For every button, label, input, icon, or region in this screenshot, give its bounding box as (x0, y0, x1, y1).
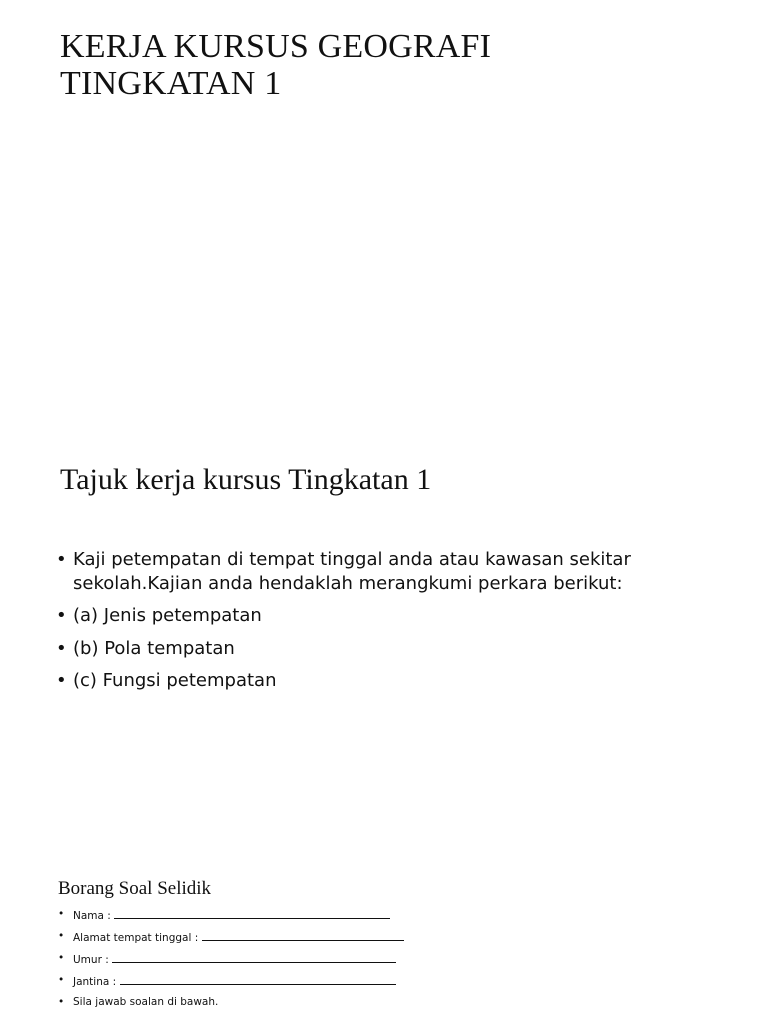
slide-topic (0, 430, 768, 860)
field-label: Alamat tempat tinggal : (73, 932, 199, 944)
bullet-icon: • (58, 996, 65, 1008)
field-label: Umur : (73, 954, 109, 966)
form-field-gender (58, 973, 418, 995)
list-item (56, 669, 696, 693)
slide-title (0, 0, 768, 430)
bullet-icon: • (56, 637, 67, 659)
bullet-icon: • (58, 930, 65, 942)
topic-heading: Tajuk kerja kursus Tingkatan 1 (60, 463, 432, 496)
questionnaire-heading: Borang Soal Selidik (58, 878, 212, 899)
bullet-icon: • (56, 670, 67, 691)
bullet-icon: • (56, 605, 67, 626)
bullet-icon: • (58, 974, 65, 986)
form-field-age (58, 951, 418, 973)
list-item (56, 604, 696, 628)
list-item (56, 637, 696, 661)
list-item-text: (a) Jenis petempatan (73, 605, 262, 626)
form-field-name (58, 907, 418, 929)
bullet-icon: • (58, 908, 65, 920)
field-label: Jantina : (73, 976, 117, 988)
answer-blank-line (112, 951, 396, 963)
bullet-icon: • (58, 952, 65, 964)
field-label: Nama : (73, 910, 111, 922)
list-item-text: Kaji petempatan di tempat tinggal anda atau kawasan sekitar sekolah.Kajian anda hendaklah merangkumi perkara berikut: (73, 549, 631, 594)
form-field-address (58, 929, 418, 951)
topic-bullet-list (56, 548, 696, 702)
answer-blank-line (202, 929, 404, 941)
questionnaire-field-list (58, 907, 418, 1017)
list-item-text: (b) Pola tempatan (73, 637, 235, 659)
list-item-text: (c) Fungsi petempatan (73, 670, 277, 691)
answer-blank-line (114, 907, 390, 919)
list-item (56, 548, 696, 595)
document-title-line-1: KERJA KURSUS GEOGRAFI (60, 28, 492, 65)
form-instruction (58, 995, 418, 1017)
document-title (60, 28, 491, 102)
document-title-line-2: TINGKATAN 1 (60, 65, 282, 102)
instruction-text: Sila jawab soalan di bawah. (73, 996, 219, 1008)
answer-blank-line (120, 973, 396, 985)
slide-questionnaire (0, 860, 768, 1024)
bullet-icon: • (56, 549, 67, 570)
